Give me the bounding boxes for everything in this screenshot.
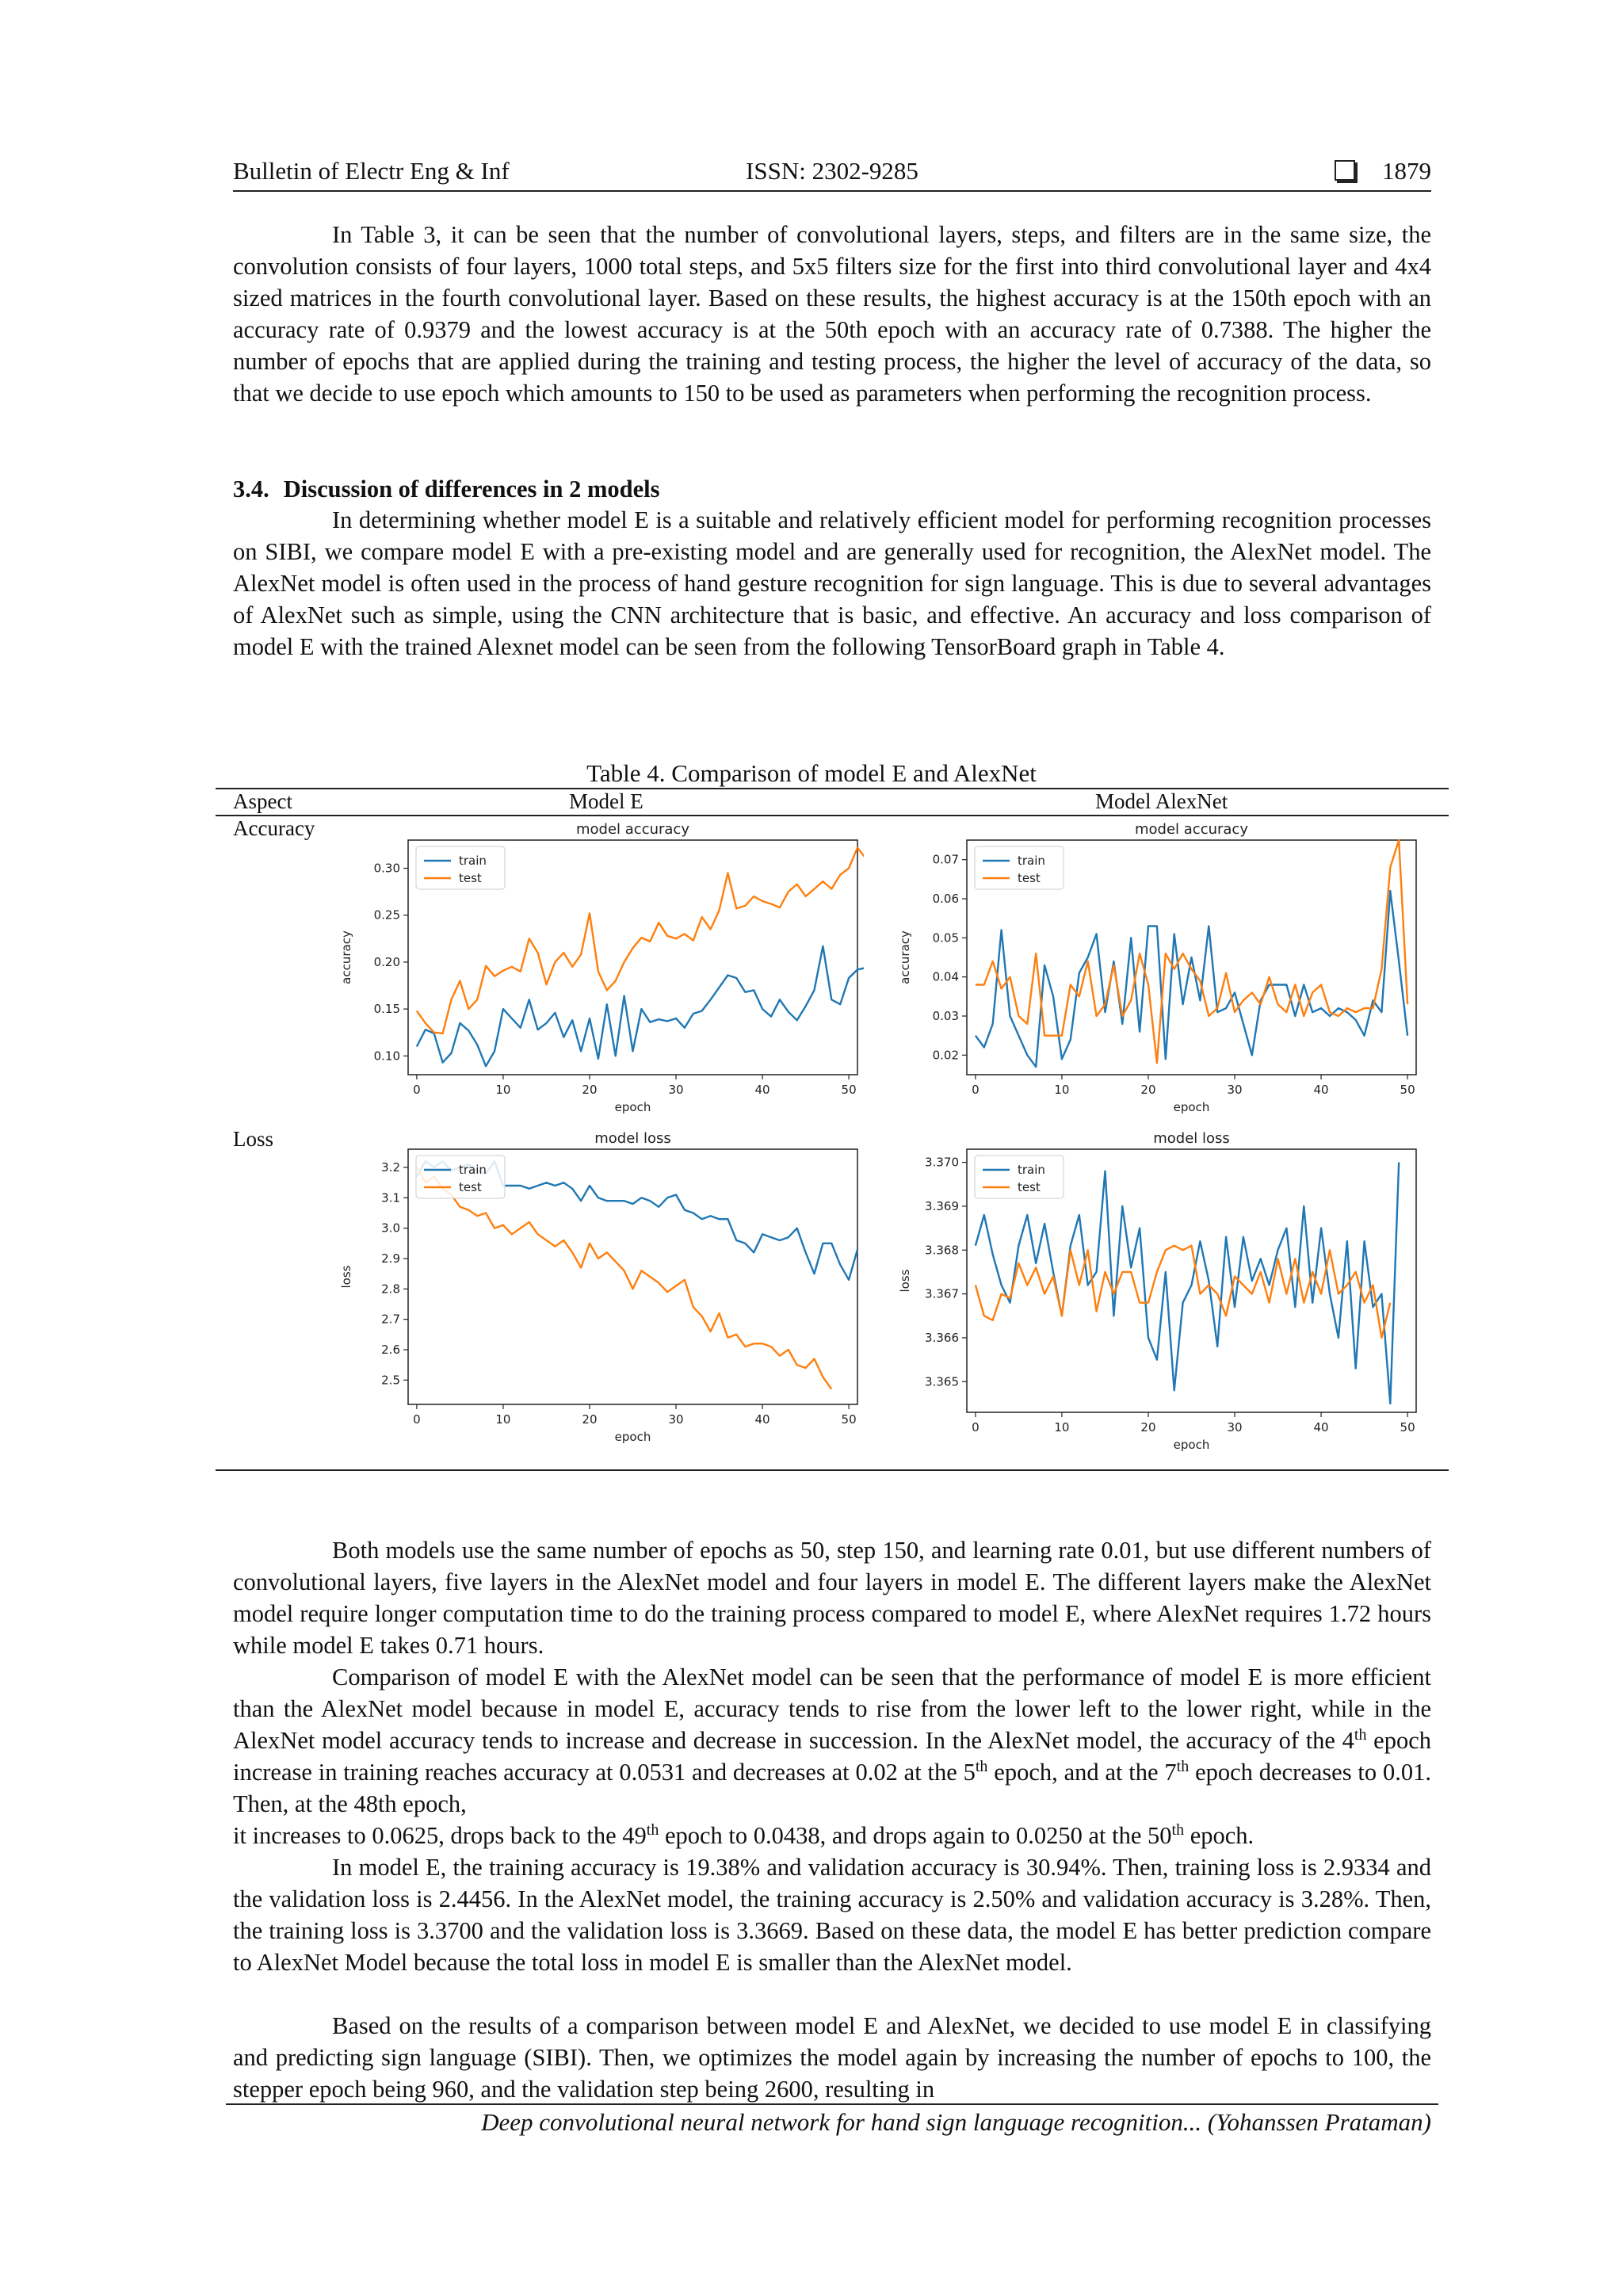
p4-sup-5: th [1171,1820,1185,1839]
legend-label-train: train [459,1163,487,1177]
x-tick-label: 40 [754,1412,770,1427]
paragraph-5: In model E, the training accuracy is 19.38% and validation accuracy is 30.94%. Then, training loss is 2.9334 and the validation loss is 2.4456. In the AlexNet model, the training accuracy is 2.50% and validation accuracy is 3.28%. Then, the training loss is 3.3700 and the validation loss is 3.3669. Based on these data, the model E has better prediction compare to AlexNet Model because the total loss in model E is smaller than the AlexNet model. [233,1854,1431,1976]
section-number: 3.4. [233,476,269,502]
y-tick-label: 2.5 [381,1373,400,1388]
page-number-wrap [1335,157,1431,185]
y-tick-label: 0.30 [373,861,400,876]
legend-label-test: test [459,871,482,885]
y-tick-label: 3.368 [925,1243,959,1258]
p4-sup-3: th [1176,1757,1190,1775]
y-tick-label: 2.8 [381,1282,400,1297]
paragraph-4 [233,1661,1431,1851]
row-label-accuracy: Accuracy [233,816,315,840]
p4-text-c: epoch, and at the 7 [987,1759,1177,1786]
y-axis-label: accuracy [898,930,912,984]
paragraph-2: In determining whether model E is a suitable and relatively efficient model for performing recognition processes on SIBI, we compare model E with a pre-existing model and are generally used for recognition, the AlexNet model. The AlexNet model is often used in the process of hand gesture recognition for sign language. This is due to several advantages of AlexNet such as simple, using the CNN architecture that is basic, and effective. An accuracy and loss comparison of model E with the trained Alexnet model can be seen from the following TensorBoard graph in Table 4. [233,506,1431,660]
paragraph-6: Based on the results of a comparison between model E and AlexNet, we decided to use model E in classifying and predicting sign language (SIBI). Then, we optimizes the model again by increasing the number of epochs to 100, the stepper epoch being 960, and the validation step being 2600, resulting in [233,2012,1431,2103]
section-title: Discussion of differences in 2 models [283,476,660,502]
p4-text-e: it increases to 0.0625, drops back to the 49 [233,1822,647,1849]
x-tick-label: 40 [754,1083,770,1097]
y-tick-label: 2.6 [381,1343,400,1357]
paragraph-3: Both models use the same number of epochs as 50, step 150, and learning rate 0.01, but use different numbers of convolutional layers, five layers in the AlexNet model and four layers in model E. The different layers make the AlexNet model require longer computation time to do the training process compared to model E, where AlexNet requires 1.72 hours while model E takes 0.71 hours. [233,1537,1431,1659]
x-tick-label: 10 [495,1412,511,1427]
y-tick-label: 0.25 [373,907,400,923]
p4-text-a: Comparison of model E with the AlexNet model can be seen that the performance of model E is more efficient than the AlexNet model because in model E, accuracy tends to rise from the lower left to the lower right, while in the AlexNet model accuracy tends to increase and decrease in succession. In the AlexNet model, the accuracy of the 4 [233,1664,1431,1754]
y-tick-label: 0.07 [932,852,959,867]
y-tick-label: 3.1 [381,1190,400,1205]
legend-label-test: test [459,1180,482,1194]
x-tick-label: 30 [668,1412,684,1427]
chart-model-e-loss [333,1125,864,1450]
x-tick-label: 10 [495,1083,511,1097]
y-tick-label: 2.9 [381,1251,400,1266]
y-axis-label: loss [339,1265,353,1289]
y-tick-label: 0.03 [932,1009,959,1023]
x-axis-label: epoch [614,1100,651,1114]
chart-title: model loss [1153,1130,1230,1147]
y-tick-label: 2.7 [381,1312,400,1327]
x-tick-label: 10 [1054,1083,1070,1097]
chart-title: model loss [594,1130,671,1147]
x-tick-label: 0 [972,1083,980,1097]
x-tick-label: 0 [413,1083,421,1097]
y-axis-label: loss [898,1269,912,1293]
x-tick-label: 20 [582,1412,598,1427]
y-tick-label: 0.20 [373,954,400,969]
table-caption: Table 4. Comparison of model E and AlexNet [586,759,1037,787]
x-tick-label: 20 [582,1083,598,1097]
legend-label-test: test [1018,1180,1041,1194]
x-tick-label: 40 [1313,1420,1329,1435]
p4-sup-4: th [646,1820,659,1839]
x-tick-label: 0 [972,1420,980,1435]
legend-label-train: train [1018,854,1045,868]
y-tick-label: 3.2 [381,1160,400,1175]
x-tick-label: 30 [668,1083,684,1097]
table-header-aspect: Aspect [233,789,292,813]
issn: ISSN: 2302-9285 [746,157,918,185]
chart-alexnet-accuracy [892,816,1423,1121]
x-axis-label: epoch [1173,1438,1210,1452]
page-number: 1879 [1382,157,1431,185]
y-axis-label: accuracy [339,930,353,984]
x-axis-label: epoch [614,1430,651,1444]
x-tick-label: 50 [841,1083,857,1097]
p4-text-b: epoch increase in training reaches accuracy at 0.0531 and decreases at 0.02 at the 5 [233,1727,1431,1786]
y-tick-label: 3.369 [925,1198,959,1213]
x-tick-label: 30 [1227,1083,1243,1097]
y-tick-label: 3.365 [925,1374,959,1389]
x-tick-label: 30 [1227,1420,1243,1435]
y-tick-label: 0.10 [373,1049,400,1064]
square-icon [1335,160,1355,181]
y-tick-label: 3.367 [925,1286,959,1301]
table-bottom-rule [216,1469,1449,1471]
y-tick-label: 3.366 [925,1330,959,1345]
p4-text-d: epoch decreases to 0.01. Then, at the 48th epoch, [233,1759,1431,1817]
chart-title: model accuracy [1135,821,1248,838]
table-top-rule [216,788,1449,789]
x-tick-label: 10 [1054,1420,1070,1435]
running-header [233,155,1431,192]
footer-rule [226,2103,1438,2105]
p4-sup-2: th [975,1757,988,1775]
section-heading [233,476,659,503]
x-tick-label: 50 [1400,1083,1415,1097]
p4-text-f: epoch to 0.0438, and drops again to 0.0250 at the 50 [659,1822,1172,1849]
x-tick-label: 40 [1313,1083,1329,1097]
y-tick-label: 0.06 [932,892,959,906]
x-tick-label: 50 [841,1412,857,1427]
x-tick-label: 0 [413,1412,421,1427]
legend-label-train: train [459,854,487,868]
legend-label-test: test [1018,871,1041,885]
y-tick-label: 0.05 [932,930,959,946]
p4-text-g: epoch. [1184,1822,1254,1849]
running-footer: Deep convolutional neural network for hand sign language recognition... (Yohanssen Prataman) [481,2108,1431,2136]
x-tick-label: 20 [1140,1083,1156,1097]
legend-label-train: train [1018,1163,1045,1177]
table-header-model-e: Model E [569,789,643,813]
chart-alexnet-loss [892,1125,1423,1458]
y-tick-label: 3.0 [381,1221,400,1236]
y-tick-label: 0.15 [373,1002,400,1017]
y-tick-label: 0.04 [932,969,959,984]
paragraph-1: In Table 3, it can be seen that the number of convolutional layers, steps, and filters are in the same size, the convolution consists of four layers, 1000 total steps, and 5x5 filters size for the first into third convolutional layer and 4x4 sized matrices in the fourth convolutional layer. Based on these results, the highest accuracy is at the 150th epoch with an accuracy rate of 0.9379 and the lowest accuracy is at the 50th epoch with an accuracy rate of 0.7388. The higher the number of epochs that are applied during the training and testing process, the higher the level of accuracy of the data, so that we decide to use epoch which amounts to 150 to be used as parameters when performing the recognition process. [233,221,1431,407]
x-tick-label: 20 [1140,1420,1156,1435]
chart-model-e-accuracy [333,816,864,1121]
y-tick-label: 0.02 [932,1048,959,1063]
journal-name: Bulletin of Electr Eng & Inf [233,157,510,185]
row-label-loss: Loss [233,1127,274,1151]
x-axis-label: epoch [1173,1100,1210,1114]
chart-title: model accuracy [576,821,689,838]
table-header-alexnet: Model AlexNet [1095,789,1228,813]
p4-sup-1: th [1354,1725,1367,1744]
x-tick-label: 50 [1400,1420,1415,1435]
y-tick-label: 3.370 [925,1155,959,1170]
